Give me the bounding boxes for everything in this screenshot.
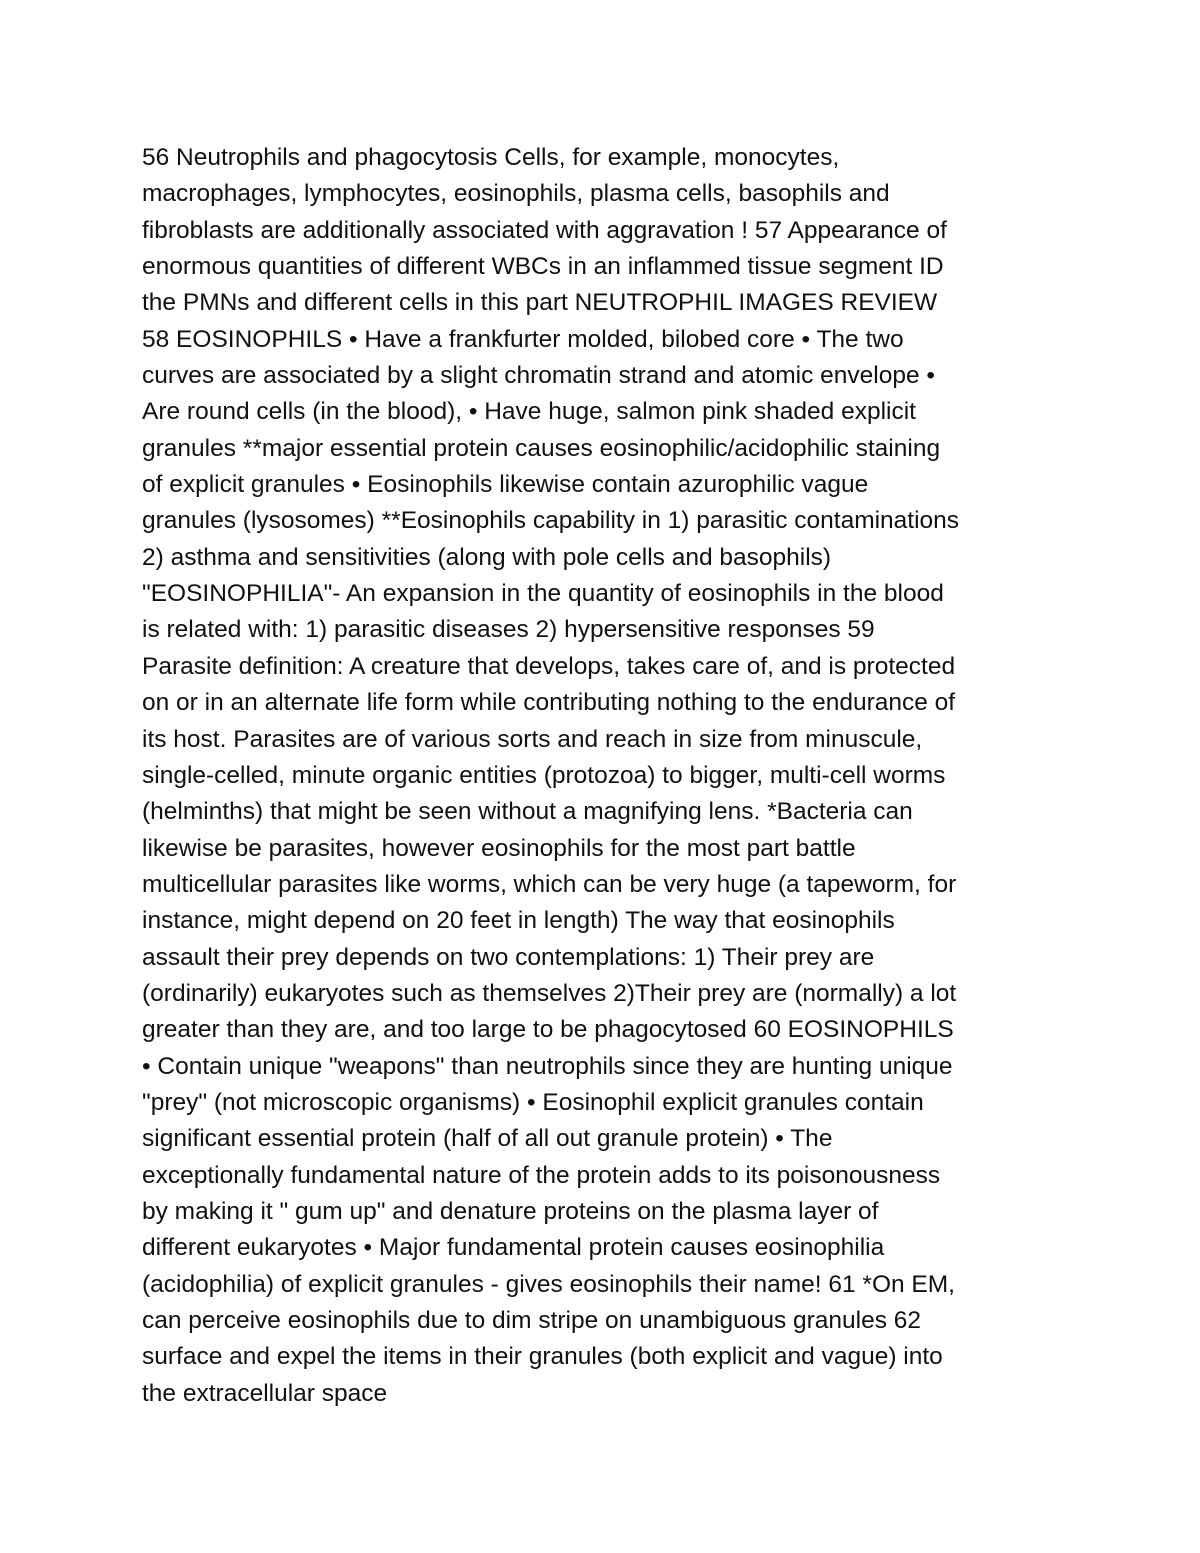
text-line: • Contain unique "weapons" than neutrophils since they are hunting unique — [142, 1052, 953, 1080]
text-line: instance, might depend on 20 feet in length) The way that eosinophils — [142, 907, 895, 935]
text-line: different eukaryotes • Major fundamental protein causes eosinophilia — [142, 1234, 885, 1262]
text-line: 2) asthma and sensitivities (along with pole cells and basophils) — [142, 543, 832, 571]
text-line: 56 Neutrophils and phagocytosis Cells, for example, monocytes, — [142, 144, 840, 171]
text-line: (ordinarily) eukaryotes such as themselves 2)Their prey are (normally) a lot — [142, 979, 957, 1007]
text-line: of explicit granules • Eosinophils likewise contain azurophilic vague — [142, 471, 869, 499]
text-line: surface and expel the items in their granules (both explicit and vague) into — [142, 1343, 943, 1371]
text-line: Parasite definition: A creature that develops, takes care of, and is protected — [142, 652, 956, 680]
text-line: enormous quantities of different WBCs in an inflammed tissue segment ID — [142, 253, 944, 281]
text-line: (helminths) that might be seen without a magnifying lens. *Bacteria can — [142, 798, 913, 826]
text-line: on or in an alternate life form while contributing nothing to the endurance of — [142, 689, 956, 717]
text-line: assault their prey depends on two contemplations: 1) Their prey are — [142, 943, 875, 971]
text-line: granules (lysosomes) **Eosinophils capability in 1) parasitic contaminations — [142, 507, 960, 535]
text-line: its host. Parasites are of various sorts and reach in size from minuscule, — [142, 725, 923, 753]
text-line: significant essential protein (half of all out granule protein) • The — [142, 1125, 833, 1153]
text-line: single-celled, minute organic entities (protozoa) to bigger, multi-cell worms — [142, 761, 946, 789]
text-line: granules **major essential protein causes eosinophilic/acidophilic staining — [142, 434, 941, 462]
text-line: is related with: 1) parasitic diseases 2) hypersensitive responses 59 — [142, 616, 875, 644]
text-line: can perceive eosinophils due to dim stripe on unambiguous granules 62 — [142, 1307, 922, 1334]
text-line: exceptionally fundamental nature of the protein adds to its poisonousness — [142, 1161, 941, 1189]
text-line: likewise be parasites, however eosinophils for the most part battle — [142, 834, 856, 862]
text-line: Are round cells (in the blood), • Have huge, salmon pink shaded explicit — [142, 398, 916, 426]
text-line: the PMNs and different cells in this part NEUTROPHIL IMAGES REVIEW — [142, 289, 938, 317]
text-line: multicellular parasites like worms, which can be very huge (a tapeworm, for — [142, 870, 957, 898]
text-line: by making it " gum up" and denature proteins on the plasma layer of — [142, 1197, 879, 1225]
text-line: "EOSINOPHILIA"- An expansion in the quantity of eosinophils in the blood — [142, 580, 944, 608]
text-line: the extracellular space — [142, 1379, 388, 1407]
text-line: 58 EOSINOPHILS • Have a frankfurter molded, bilobed core • The two — [142, 325, 904, 353]
body-text — [142, 140, 1102, 1412]
text-line: (acidophilia) of explicit granules - gives eosinophils their name! 61 *On EM, — [142, 1270, 955, 1298]
text-line: curves are associated by a slight chromatin strand and atomic envelope • — [142, 362, 935, 390]
text-line: "prey" (not microscopic organisms) • Eosinophil explicit granules contain — [142, 1088, 924, 1116]
text-line: fibroblasts are additionally associated with aggravation ! 57 Appearance of — [142, 216, 947, 244]
text-line: macrophages, lymphocytes, eosinophils, plasma cells, basophils and — [142, 180, 890, 208]
text-line: greater than they are, and too large to be phagocytosed 60 EOSINOPHILS — [142, 1016, 954, 1044]
